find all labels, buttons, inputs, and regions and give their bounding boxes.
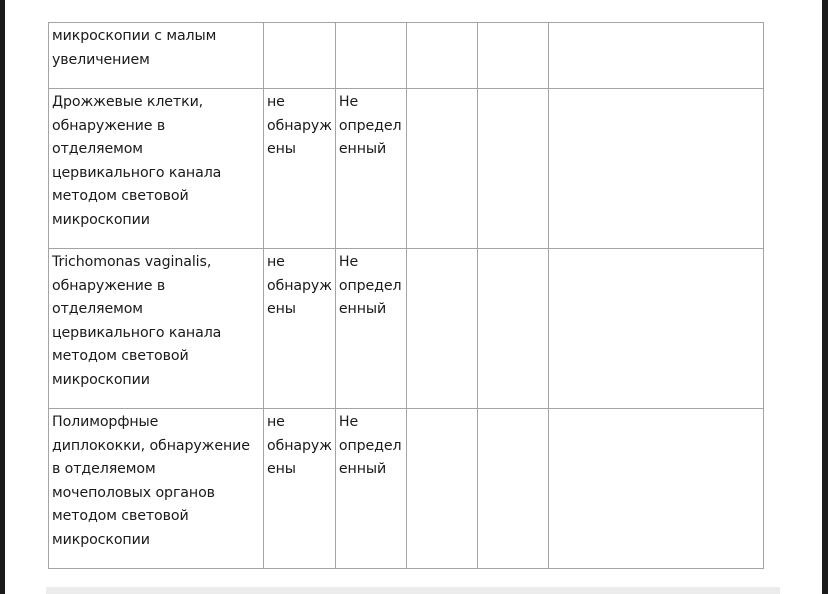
empty-cell	[406, 409, 477, 569]
result-cell	[264, 249, 336, 409]
table-row	[49, 409, 764, 569]
test-name-line: микроскопии	[52, 531, 150, 548]
test-name-line: обнаружение в	[52, 117, 166, 134]
empty-cell	[548, 23, 763, 89]
result-line: обнаруж	[267, 437, 332, 454]
interpretation-line: Не	[338, 254, 359, 270]
result-cell	[264, 409, 336, 569]
test-name-line: цервикального канала	[52, 164, 222, 181]
empty-cell	[477, 409, 548, 569]
interpretation-line: определ	[338, 117, 402, 134]
test-name-line: отделяемом	[52, 301, 143, 318]
test-name-cell	[49, 249, 264, 409]
table-row	[49, 23, 764, 89]
interpretation-cell	[335, 89, 406, 249]
table-row	[49, 249, 764, 409]
test-name-line: Trichomonas vaginalis,	[52, 254, 212, 270]
window-edge-right	[822, 0, 828, 594]
interpretation-cell	[335, 249, 406, 409]
test-name-cell	[49, 409, 264, 569]
result-cell	[264, 23, 336, 89]
test-name-line: в отделяемом	[52, 461, 156, 478]
result-line: не	[267, 94, 285, 110]
test-name-line: методом световой	[52, 188, 189, 205]
interpretation-cell	[335, 409, 406, 569]
interpretation-line: определ	[338, 437, 402, 454]
test-name-line: микроскопии	[52, 371, 150, 388]
test-name-line: обнаружение в	[52, 277, 166, 294]
result-line: обнаруж	[267, 277, 332, 294]
test-name-line: микроскопии	[52, 211, 150, 228]
window-edge-left	[0, 0, 5, 594]
empty-cell	[406, 23, 477, 89]
test-name-line: методом световой	[52, 508, 189, 525]
result-line: не	[267, 254, 285, 270]
empty-cell	[548, 409, 763, 569]
interpretation-line: енный	[338, 461, 387, 478]
empty-cell	[548, 249, 763, 409]
test-name-line: увеличением	[52, 51, 150, 68]
interpretation-line: енный	[338, 141, 387, 158]
empty-cell	[406, 89, 477, 249]
test-name-cell	[49, 23, 264, 89]
test-name-line: Дрожжевые клетки,	[52, 94, 204, 110]
empty-cell	[477, 249, 548, 409]
result-line: ены	[267, 301, 296, 318]
empty-cell	[477, 23, 548, 89]
empty-cell	[548, 89, 763, 249]
empty-cell	[406, 249, 477, 409]
result-line: обнаруж	[267, 117, 332, 134]
result-line: ены	[267, 141, 296, 158]
interpretation-line: енный	[338, 301, 387, 318]
test-name-line: Полиморфные	[52, 414, 159, 430]
test-name-line: отделяемом	[52, 141, 143, 158]
interpretation-cell	[335, 23, 406, 89]
test-name-line: цервикального канала	[52, 324, 222, 341]
test-name-cell	[49, 89, 264, 249]
test-name-line: методом световой	[52, 348, 189, 365]
test-name-line: мочеполовых органов	[52, 484, 215, 501]
empty-cell	[477, 89, 548, 249]
interpretation-line: определ	[338, 277, 402, 294]
result-line: ены	[267, 461, 296, 478]
test-name-line: диплококки, обнаружение	[52, 437, 250, 454]
interpretation-line: Не	[338, 94, 359, 110]
lab-results-table	[48, 22, 764, 569]
page-divider	[46, 587, 780, 594]
table-row	[49, 89, 764, 249]
interpretation-line: Не	[338, 414, 359, 430]
result-cell	[264, 89, 336, 249]
test-name-line: микроскопии с малым	[52, 28, 217, 44]
result-line: не	[267, 414, 285, 430]
